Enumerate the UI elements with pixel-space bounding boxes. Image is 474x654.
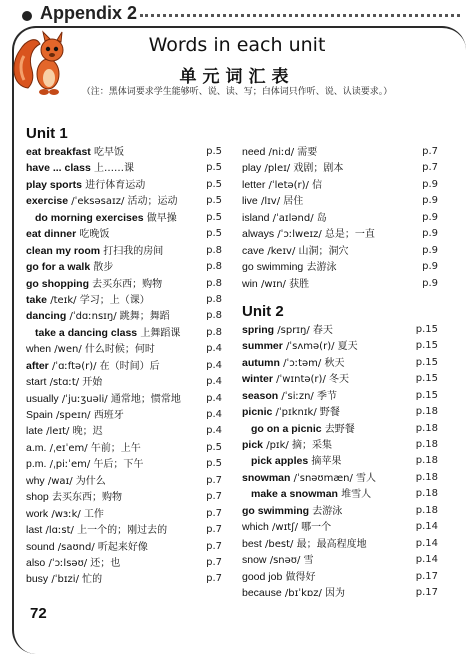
vocab-page-ref: p.15 [415,373,438,385]
vocab-page-ref: p.15 [415,340,438,352]
vocab-word: p.m. [26,458,47,471]
vocab-entry [26,325,222,341]
vocab-word: take a dancing class [35,326,138,339]
vocab-entry [242,226,438,242]
vocab-definition: 上……课 [90,163,134,175]
vocab-word: go on a picnic [251,422,322,435]
vocab-word: snow [242,554,267,567]
vocab-definition: /waɪ/ 为什么 [44,475,106,487]
vocab-page-ref: p.7 [206,540,222,552]
vocab-definition: /pɪk/ 摘；采集 [263,440,332,451]
vocab-word: work [26,507,49,520]
vocab-page-ref: p.9 [422,211,438,223]
vocab-page-ref: p.9 [422,178,438,190]
vocab-page-ref: p.18 [415,488,438,500]
vocab-entry [26,243,222,259]
vocab-entry [242,276,438,292]
vocab-word: need [242,146,266,158]
vocab-definition: /ˌeɪˈem/ 午前；上午 [46,442,141,454]
vocab-word: summer [242,340,283,353]
vocab-page-ref: p.8 [206,244,222,256]
vocab-page-ref: p.7 [206,507,222,519]
vocab-page-ref: p.9 [422,244,438,256]
vocab-page-ref: p.5 [206,162,222,174]
vocab-word: go for a walk [26,261,91,274]
vocab-word: spring [242,323,275,336]
vocab-page-ref: p.9 [422,228,438,240]
vocab-definition: /speɪn/ 西班牙 [52,410,124,421]
vocab-word: pick apples [251,455,309,468]
vocab-definition: /ˈaɪlənd/ 岛 [269,212,327,224]
vocab-entry [26,160,222,176]
vocab-definition: /ˌpiːˈem/ 午后；下午 [46,459,144,471]
vocab-word: go swimming [242,261,304,274]
vocab-definition: /ˈsnəʊmæn/ 雪人 [290,472,377,484]
vocab-definition: /bɪˈkɒz/ 因为 [281,587,345,599]
vocab-page-ref: p.8 [206,277,222,289]
vocab-definition: 进行体育运动 [82,179,146,191]
vocab-word: picnic [242,406,273,419]
vocab-word: sound [26,540,55,553]
left-column [26,124,222,588]
vocab-entry [242,552,438,568]
vocab-definition: /niːd/ 需要 [265,147,318,158]
vocab-page-ref: p.5 [206,178,222,190]
vocab-definition: /wɪtʃ/ 哪一个 [268,522,332,534]
vocab-page-ref: p.7 [206,524,222,536]
vocab-entry [242,355,438,371]
vocab-page-ref: p.15 [415,356,438,368]
vocab-definition: 去游泳 [309,505,343,517]
vocab-definition: 做早操 [143,212,177,224]
vocab-word: after [26,359,49,372]
vocab-entry [26,358,222,374]
vocab-page-ref: p.18 [415,455,438,467]
vocab-definition: /best/ 最；最高程度地 [261,538,367,550]
vocab-entry [26,456,222,472]
vocab-definition: /pleɪ/ 戏剧；剧本 [261,163,344,175]
vocab-page-ref: p.5 [206,195,222,207]
vocab-page-ref: p.7 [206,573,222,585]
vocab-page-ref: p.8 [206,326,222,338]
vocab-definition: 摘苹果 [308,456,342,468]
vocab-definition: 堆雪人 [337,489,372,501]
vocab-word: cave [242,244,265,257]
appendix-header [0,0,474,28]
vocab-entry [26,522,222,538]
vocab-definition: /keɪv/ 山洞；洞穴 [264,245,349,257]
vocab-definition: /sprɪŋ/ 春天 [274,324,333,336]
vocab-word: good job [242,570,283,583]
page-number: 72 [30,605,47,622]
unit-1-word-list-continued [242,144,438,292]
vocab-word: best [242,537,262,550]
vocab-entry [242,144,438,160]
vocab-entry [26,177,222,193]
vocab-word: busy [26,573,49,586]
vocab-entry [242,160,438,176]
vocab-definition: /wen/ 什么时候；何时 [51,344,155,356]
vocab-word: why [26,474,45,487]
vocab-page-ref: p.14 [415,521,438,533]
vocab-entry [26,341,222,357]
vocab-page-ref: p.7 [206,474,222,486]
vocab-page-ref: p.18 [415,504,438,516]
vocab-word: take [26,293,48,306]
vocab-definition: /ˈletə(r)/ 信 [265,179,323,191]
vocab-definition: 去买东西；购物 [48,492,122,504]
vocab-definition: /ˈɔːlsəʊ/ 还；也 [45,557,121,569]
vocab-definition: /saʊnd/ 听起来好像 [54,541,148,553]
vocab-entry [242,421,438,437]
vocab-entry [26,407,222,423]
vocab-entry [242,259,438,275]
vocab-definition: 去野餐 [321,423,355,435]
vocab-entry [242,338,438,354]
vocab-definition: /wɜːk/ 工作 [48,508,104,520]
vocab-entry [26,571,222,587]
vocab-entry [242,193,438,209]
vocab-definition: /snəʊ/ 雪 [266,555,314,567]
vocab-entry [242,243,438,259]
vocab-word: a.m. [26,441,47,454]
vocab-word: go shopping [26,277,89,290]
vocab-word: eat breakfast [26,146,91,158]
vocab-entry [242,210,438,226]
vocab-page-ref: p.4 [206,409,222,420]
unit-2-word-list [242,322,438,601]
vocab-entry [242,177,438,193]
vocab-definition: /ˈeksəsaɪz/ 活动；运动 [68,196,178,208]
vocab-definition: /ˈpɪknɪk/ 野餐 [272,407,340,419]
vocab-entry [242,585,438,601]
vocab-page-ref: p.7 [206,491,222,503]
vocab-page-ref: p.4 [206,359,222,371]
vocab-page-ref: p.4 [206,392,222,404]
vocab-entry [26,144,222,160]
vocab-word: start [26,376,47,389]
unit-1-heading: Unit 1 [26,125,68,142]
vocab-entry [242,519,438,535]
vocab-definition: 去买东西；购物 [89,278,163,290]
vocab-word: dancing [26,310,67,323]
vocab-word: make a snowman [251,488,338,501]
vocab-entry [26,539,222,555]
vocab-word: live [242,195,258,208]
vocab-entry [26,506,222,522]
vocab-word: late [26,425,43,438]
vocab-word: have ... class [26,162,91,175]
vocab-page-ref: p.18 [415,439,438,450]
vocab-word: shop [26,491,49,504]
vocab-definition: /stɑːt/ 开始 [46,377,103,389]
vocab-entry [242,470,438,486]
vocab-entry [26,210,222,226]
vocab-word: win [242,277,258,290]
vocab-definition: /ˈsʌmə(r)/ 夏天 [282,341,358,353]
vocab-definition: /ˈɔːtəm/ 秋天 [279,357,345,369]
vocab-word: also [26,556,46,569]
vocab-entry [242,569,438,585]
vocab-definition: /lɑːst/ 上一个的；刚过去的 [42,525,168,537]
vocab-entry [242,453,438,469]
vocab-word: winter [242,373,273,386]
vocab-entry [26,391,222,407]
vocab-definition: 打扫我的房间 [100,245,164,257]
vocab-entry [242,437,438,453]
vocab-definition: /ˈwɪntə(r)/ 冬天 [272,374,349,386]
vocab-entry [26,374,222,390]
vocab-definition: 去游泳 [303,262,337,274]
vocab-entry [26,292,222,308]
chinese-title: 单元词汇表 [179,67,295,87]
vocab-page-ref: p.9 [422,261,438,273]
vocab-word: pick [242,439,264,451]
vocab-page-ref: p.5 [206,211,222,223]
vocab-entry [242,404,438,420]
vocab-page-ref: p.15 [415,389,438,401]
vocab-word: because [242,586,282,599]
vocab-word: do morning exercises [35,211,144,224]
vocab-entry [242,486,438,502]
appendix-label: Appendix 2 [40,3,138,23]
vocab-word: play [242,162,262,175]
right-column [242,124,438,601]
vocab-definition: /ˈsiːzn/ 季节 [278,390,337,402]
vocab-page-ref: p.18 [415,406,438,418]
vocab-entry [26,226,222,242]
vocab-definition: /ˈjuːʒuəli/ 通常地；惯常地 [58,393,181,405]
vocab-word: which [242,521,269,534]
vocab-page-ref: p.5 [206,146,222,157]
vocab-page-ref: p.14 [415,537,438,549]
vocab-entry [26,555,222,571]
vocab-word: snowman [242,471,291,484]
vocab-definition: /ˈbɪzi/ 忙的 [48,574,103,586]
vocab-entry [26,423,222,439]
vocab-entry [26,473,222,489]
vocab-entry [242,322,438,338]
vocab-page-ref: p.5 [206,441,222,453]
vocab-page-ref: p.17 [415,570,438,582]
vocab-page-ref: p.8 [206,310,222,322]
vocab-entry [242,536,438,552]
vocab-entry [26,308,222,324]
usage-note: （注：黑体词要求学生能够听、说、读、写；白体词只作听、说、认读要求。） [81,87,393,97]
dotted-divider [140,14,460,17]
vocab-page-ref: p.9 [422,195,438,207]
vocab-page-ref: p.7 [422,162,438,174]
vocab-entry [26,193,222,209]
unit-1-word-list [26,144,222,588]
vocab-word: Spain [26,409,53,421]
vocab-definition: /ˈdɑːnsɪŋ/ 跳舞；舞蹈 [66,311,170,323]
vocab-page-ref: p.4 [206,376,222,388]
vocab-word: when [26,343,52,356]
vocab-page-ref: p.7 [206,556,222,568]
vocab-entry [242,503,438,519]
vocab-definition: /ˈɔːlweɪz/ 总是；一直 [274,229,375,241]
vocab-word: always [242,228,275,241]
vocab-definition: /wɪn/ 获胜 [257,278,310,290]
vocab-page-ref: p.4 [206,343,222,355]
vocab-definition: 吃早饭 [90,147,124,158]
vocab-word: island [242,211,270,224]
vocab-word: last [26,524,43,537]
vocab-page-ref: p.8 [206,261,222,273]
vocab-definition: /lɪv/ 居住 [257,196,304,208]
bullet-dot [22,11,32,21]
vocab-word: play sports [26,178,83,191]
vocab-word: autumn [242,356,280,369]
vocab-entry [242,371,438,387]
vocab-entry [26,276,222,292]
vocab-word: letter [242,178,266,191]
vocab-page-ref: p.7 [422,146,438,157]
vocab-entry [26,440,222,456]
vocab-entry [26,489,222,505]
vocab-page-ref: p.17 [415,586,438,598]
vocab-page-ref: p.18 [415,422,438,434]
vocab-definition: 散步 [90,262,114,274]
vocab-word: season [242,389,279,402]
page-title: Words in each unit [148,34,326,56]
vocab-page-ref: p.8 [206,293,222,305]
vocab-definition: /teɪk/ 学习；上（课） [47,294,150,306]
vocab-page-ref: p.18 [415,471,438,483]
vocab-word: go swimming [242,504,310,517]
vocab-entry [242,388,438,404]
vocab-word: usually [26,392,59,405]
vocab-definition: 做得好 [282,571,316,583]
vocab-page-ref: p.4 [206,425,222,437]
vocab-definition: 上舞蹈课 [137,327,181,339]
vocab-page-ref: p.15 [415,323,438,335]
vocab-word: eat dinner [26,228,77,241]
vocab-page-ref: p.5 [206,458,222,470]
unit-2-heading: Unit 2 [242,302,284,320]
vocab-entry [26,259,222,275]
vocab-page-ref: p.9 [422,277,438,289]
vocab-word: clean my room [26,244,101,257]
vocab-definition: 吃晚饭 [76,229,110,241]
vocab-definition: /ˈɑːftə(r)/ 在（时间）后 [48,360,160,372]
vocab-definition: /leɪt/ 晚；迟 [42,426,103,438]
vocab-word: exercise [26,195,69,208]
vocab-page-ref: p.5 [206,228,222,240]
vocab-page-ref: p.14 [415,554,438,566]
